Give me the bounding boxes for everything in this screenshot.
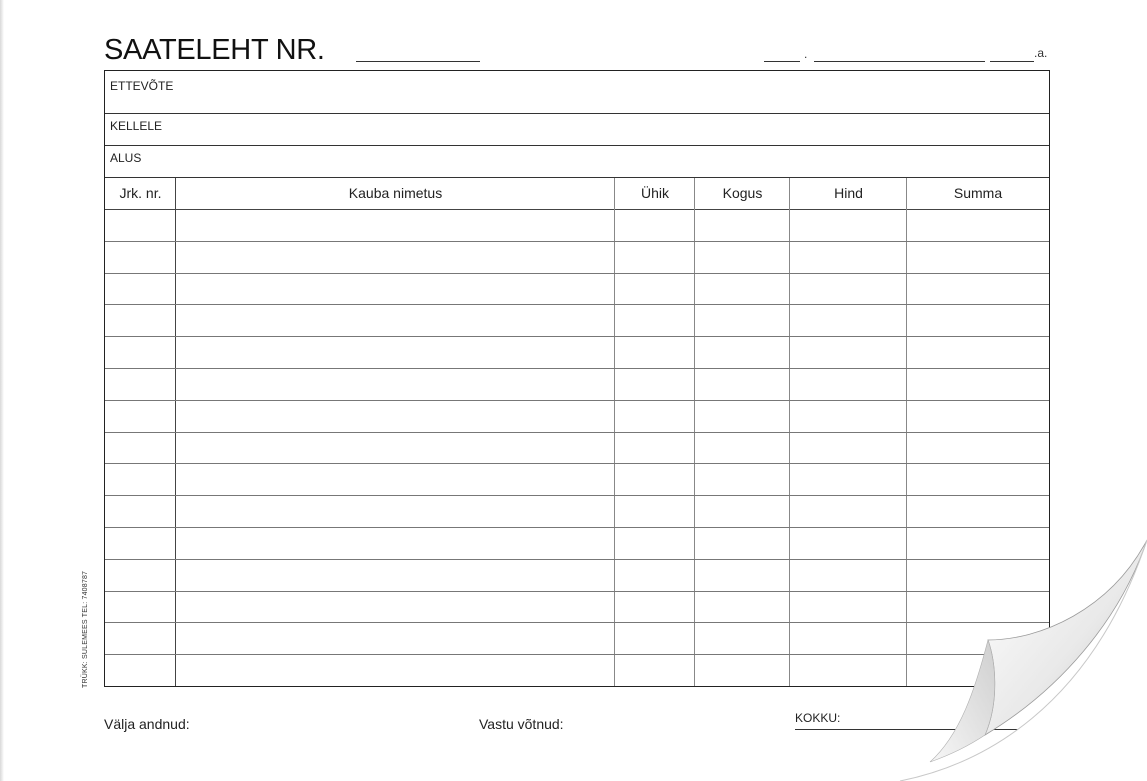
date-separator: . [804, 47, 808, 61]
page-edge-shadow [0, 0, 4, 781]
column-header-number: Jrk. nr. [119, 185, 162, 201]
table-row-divider [105, 304, 1049, 305]
recipient-field[interactable] [105, 114, 1049, 146]
table-row-divider [105, 368, 1049, 369]
basis-label: ALUS [110, 151, 142, 165]
table-row-divider [105, 527, 1049, 528]
printer-imprint: TRÜKK: SULEMEES TEL: 7408787 [82, 570, 89, 688]
table-row-divider [105, 336, 1049, 337]
basis-field[interactable] [105, 146, 1049, 178]
date-month-line[interactable] [814, 61, 985, 62]
total-label: KOKKU: [795, 711, 841, 725]
column-header-unit: Ühik [640, 185, 669, 201]
column-header-price: Hind [834, 185, 863, 201]
table-row-divider [105, 400, 1049, 401]
date-year-suffix: .a. [1034, 46, 1048, 60]
column-header-sum: Summa [953, 185, 1003, 201]
page-curl [890, 530, 1147, 781]
table-row-divider [105, 273, 1049, 274]
company-label: ETTEVÕTE [110, 79, 174, 93]
issued-by-label: Välja andnud: [104, 716, 190, 732]
table-row-divider [105, 495, 1049, 496]
document-title: SAATELEHT NR. [104, 34, 325, 66]
number-field-line[interactable] [356, 61, 480, 62]
table-row-divider [105, 241, 1049, 242]
table-row-divider [105, 463, 1049, 464]
date-year-line[interactable] [990, 61, 1034, 62]
column-header-quantity: Kogus [722, 185, 763, 201]
table-row-divider [105, 432, 1049, 433]
date-day-line[interactable] [764, 61, 800, 62]
header-divider [105, 209, 1049, 210]
company-field[interactable] [105, 71, 1049, 114]
column-header-item-name: Kauba nimetus [348, 185, 443, 201]
received-by-label: Vastu võtnud: [479, 716, 564, 732]
recipient-label: KELLELE [110, 119, 163, 133]
